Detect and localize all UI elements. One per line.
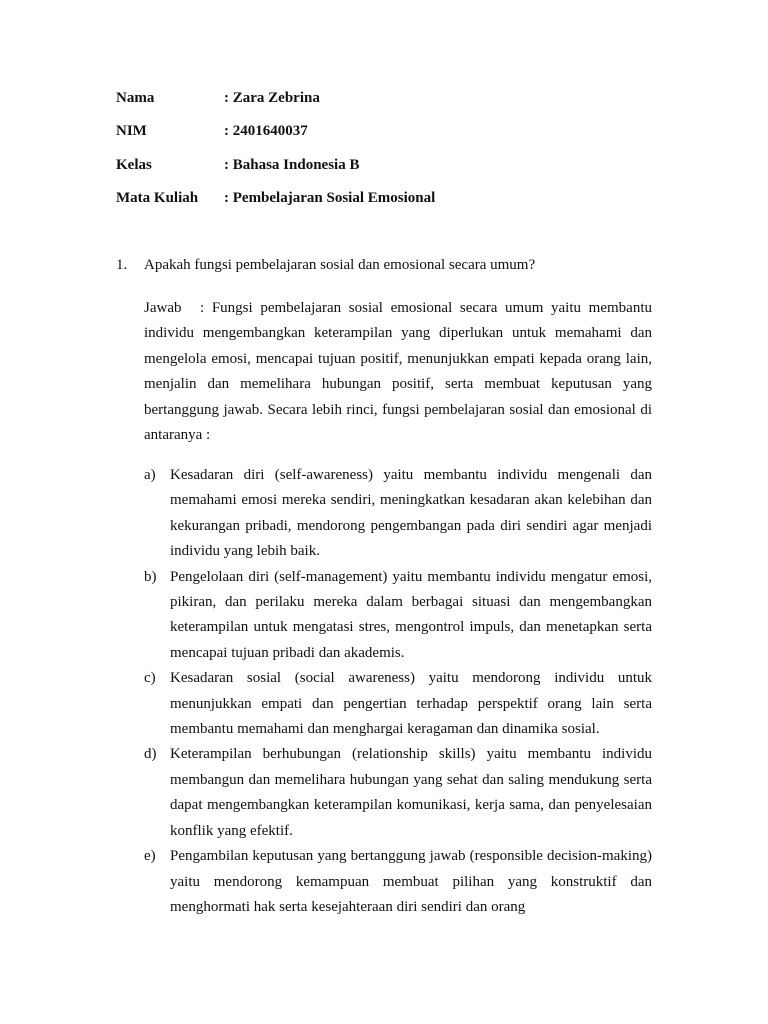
name-value: : Zara Zebrina: [224, 90, 320, 106]
list-marker: e): [144, 848, 156, 865]
list-item-text: Kesadaran sosial (social awareness) yaitu mendorong individu untuk menunjukkan empati dan pengertian terhadap perspektif orang lain serta membantu memahami dan menghargai keragaman dan dinamika sosial.: [170, 670, 652, 738]
list-item-text: Pengelolaan diri (self-management) yaitu membantu individu mengatur emosi, pikiran, dan perilaku mereka dalam berbagai situasi dan mengembangkan keterampilan untuk mengatasi stres, mengontrol impuls, dan menetapkan serta mencapai tujuan pribadi dan akademis.: [170, 568, 652, 661]
header-row-course: [116, 189, 435, 207]
question-1: [116, 256, 535, 274]
question-number: 1.: [116, 257, 128, 273]
class-value: : Bahasa Indonesia B: [224, 157, 360, 173]
answer-text: : Fungsi pembelajaran sosial emosional secara umum yaitu membantu individu mengembangkan keterampilan yang diperlukan untuk memahami dan mengelola emosi, mencapai tujuan positif, menunjukkan empati kepada orang lain, menjalin dan memelihara hubungan positif, serta membuat keputusan yang bertanggung jawab. Secara lebih rinci, fungsi pembelajaran sosial dan emosional di antaranya :: [144, 300, 652, 444]
class-label: Kelas: [116, 157, 152, 173]
list-item: [144, 844, 652, 920]
course-value: : Pembelajaran Sosial Emosional: [224, 190, 436, 206]
list-item: [144, 742, 652, 844]
list-marker: b): [144, 568, 157, 585]
nim-value: : 2401640037: [224, 123, 308, 139]
list-marker: d): [144, 746, 157, 763]
list-marker: a): [144, 467, 156, 483]
header-row-class: [116, 156, 359, 174]
course-label: Mata Kuliah: [116, 190, 199, 206]
header-row-nim: [116, 122, 308, 140]
list-marker: c): [144, 670, 156, 687]
answer-label: Jawab: [144, 300, 182, 316]
list-item: [144, 463, 652, 565]
function-list: [144, 463, 652, 920]
nim-label: NIM: [116, 123, 147, 139]
question-text: Apakah fungsi pembelajaran sosial dan emosional secara umum?: [144, 257, 536, 273]
name-label: Nama: [116, 90, 155, 106]
list-item: [144, 666, 652, 742]
list-item-text: Keterampilan berhubungan (relationship skills) yaitu membantu individu membangun dan memelihara hubungan yang sehat dan saling mendukung serta dapat mengembangkan keterampilan komunikasi, kerja sama, dan penyelesaian konflik yang efektif.: [170, 746, 652, 839]
answer-paragraph: [144, 296, 652, 448]
list-item: [144, 565, 652, 667]
list-item-text: Kesadaran diri (self-awareness) yaitu membantu individu mengenali dan memahami emosi mereka sendiri, meningkatkan kesadaran akan kelebihan dan kekurangan pribadi, mendorong pengembangan pada diri sendiri agar menjadi individu yang lebih baik.: [170, 467, 652, 560]
header-row-name: [116, 89, 320, 107]
list-item-text: Pengambilan keputusan yang bertanggung jawab (responsible decision-making) yaitu mendorong kemampuan membuat pilihan yang konstruktif dan menghormati hak serta kesejahteraan diri sendiri dan orang: [170, 848, 652, 915]
